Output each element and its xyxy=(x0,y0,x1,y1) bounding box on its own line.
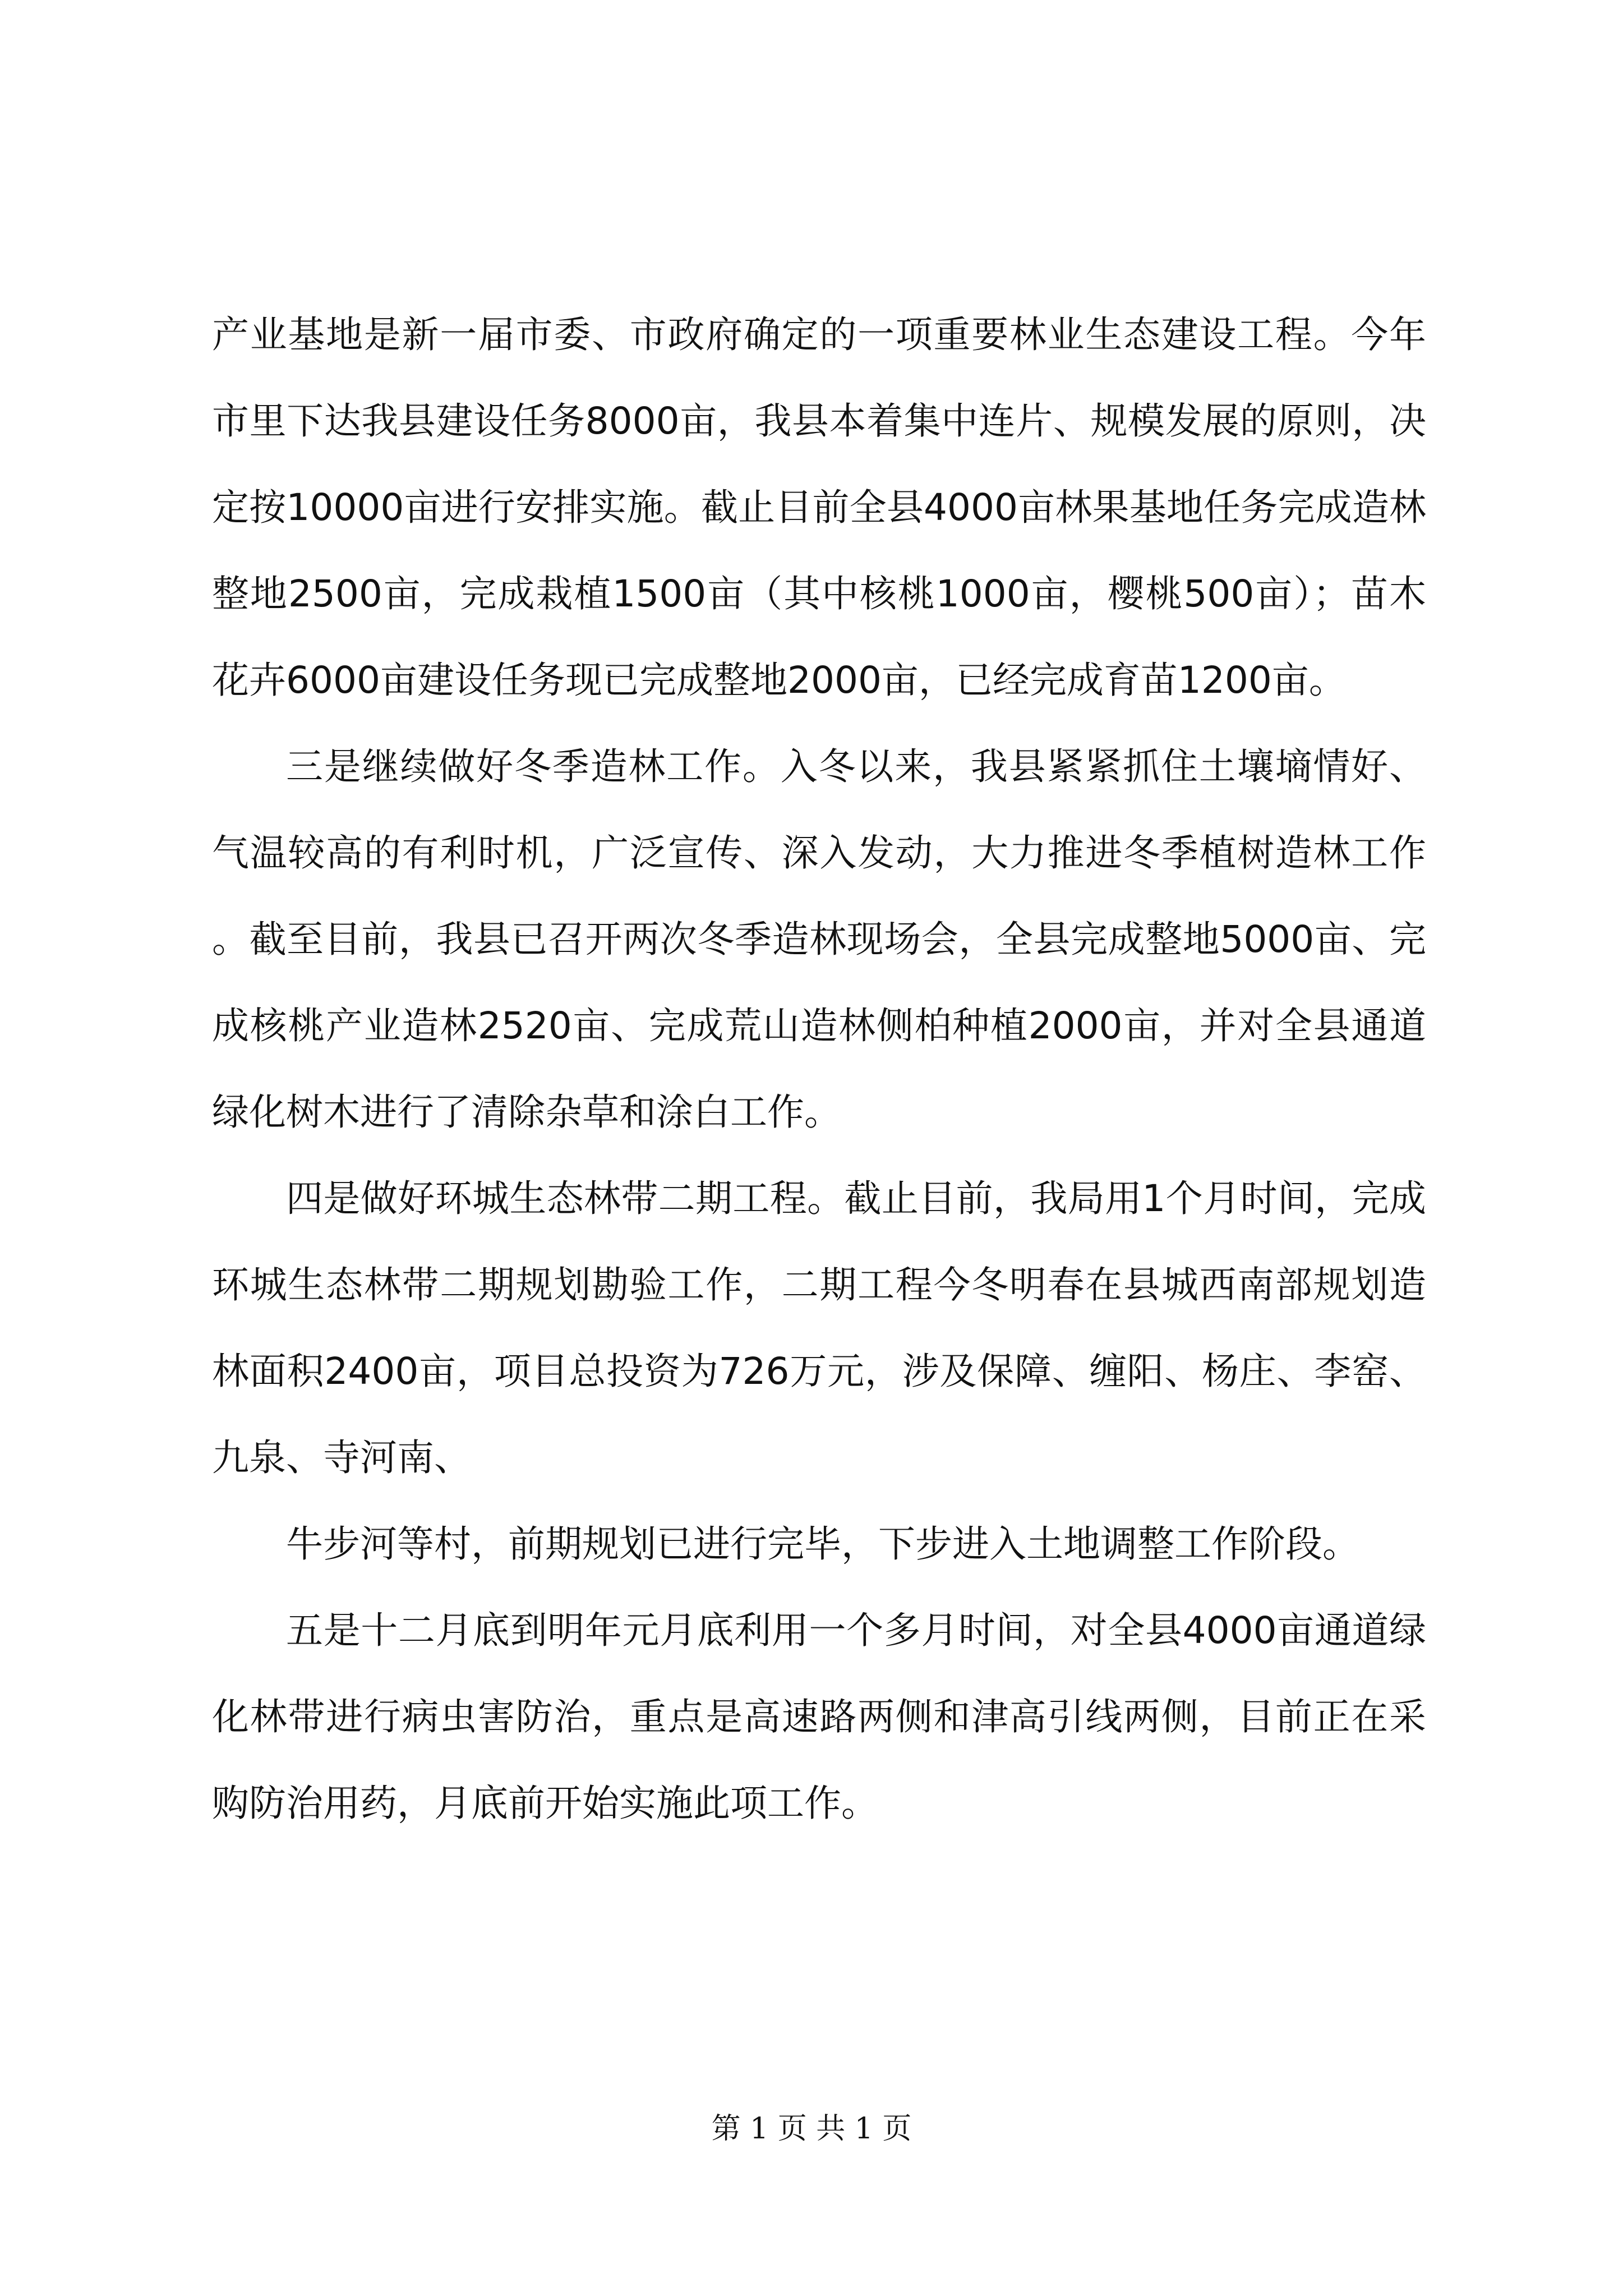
paragraph-ring-city-forest-belt: 四是做好环城生态林带二期工程。截止目前，我局用1个月时间，完成环城生态林带二期规划勘验工作，二期工程今冬明春在县城西南部规划造林面积2400亩，项目总投资为726万元，涉及保障、缠阳、杨庄、李窑、九泉、寺河南、 xyxy=(212,1177,1426,1479)
paragraph-pest-control: 五是十二月底到明年元月底利用一个多月时间，对全县4000亩通道绿化林带进行病虫害防治，重点是高速路两侧和津高引线两侧，目前正在采购防治用药，月底前开始实施此项工作。 xyxy=(212,1609,1426,1825)
page-footer: 第 1 页 共 1 页 xyxy=(711,2112,912,2146)
document-body xyxy=(212,292,1426,1847)
paragraph-continuation: 产业基地是新一届市委、市政府确定的一项重要林业生态建设工程。今年市里下达我县建设任务8000亩，我县本着集中连片、规模发展的原则，决定按10000亩进行安排实施。截止目前全县4000亩林果基地任务完成造林整地2500亩，完成栽植1500亩（其中核桃1000亩，樱桃500亩）；苗木花卉6000亩建设任务现已完成整地2000亩，已经完成育苗1200亩。 xyxy=(212,313,1426,702)
paragraph-winter-afforestation: 三是继续做好冬季造林工作。入冬以来，我县紧紧抓住土壤墒情好、气温较高的有利时机，广泛宣传、深入发动，大力推进冬季植树造林工作。截至目前，我县已召开两次冬季造林现场会，全县完成整地5000亩、完成核桃产业造林2520亩、完成荒山造林侧柏种植2000亩，并对全县通道绿化树木进行了清除杂草和涂白工作。 xyxy=(212,745,1426,1134)
paragraph-planning-progress: 牛步河等村，前期规划已进行完毕，下步进入土地调整工作阶段。 xyxy=(286,1522,1359,1566)
